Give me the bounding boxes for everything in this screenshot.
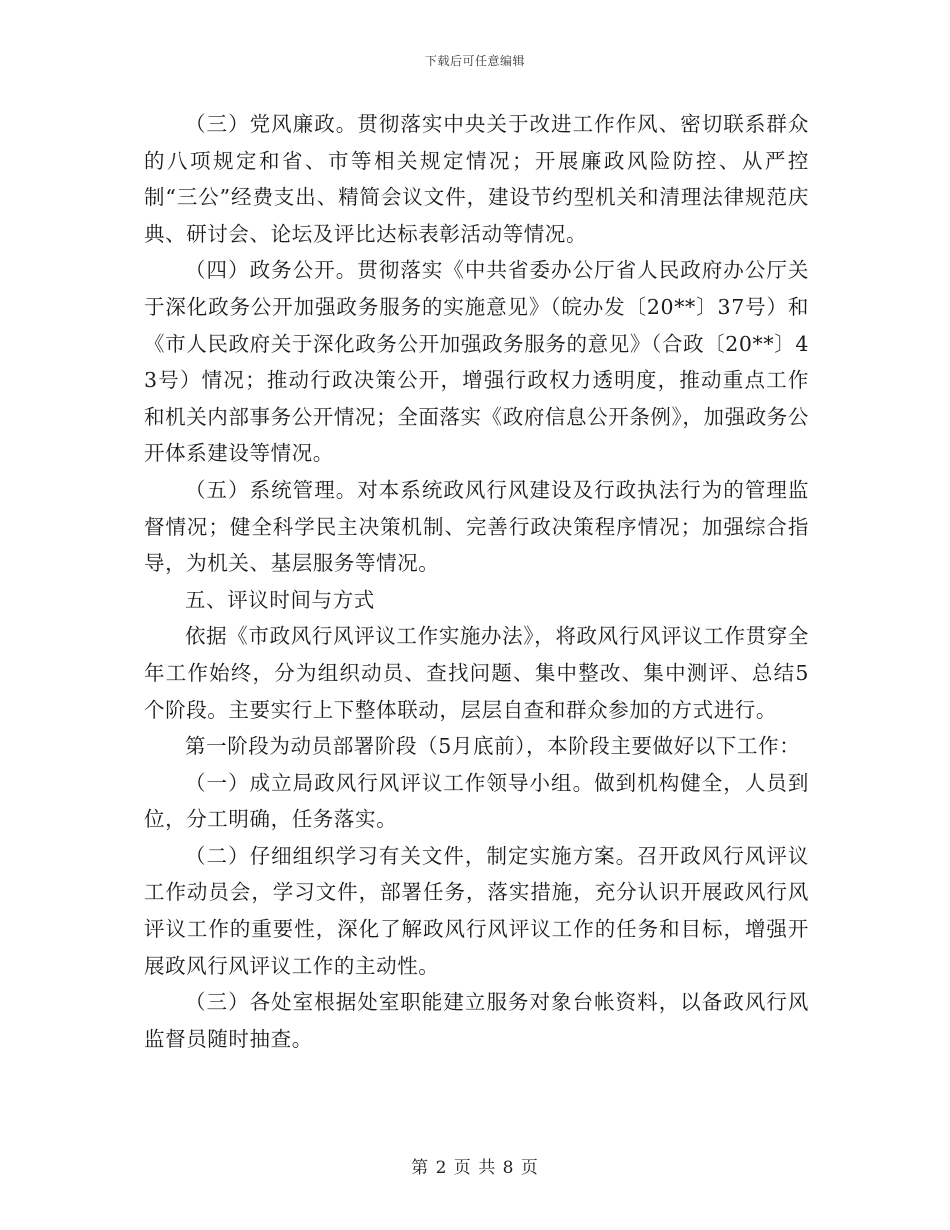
paragraph: （五）系统管理。对本系统政风行风建设及行政执法行为的管理监督情况；健全科学民主决策机制、完善行政决策程序情况；加强综合指导，为机关、基层服务等情况。: [144, 477, 809, 576]
page-footer: 第 2 页 共 8 页: [411, 1158, 539, 1178]
paragraph: （二）仔细组织学习有关文件，制定实施方案。召开政风行风评议工作动员会，学习文件，部署任务，落实措施，充分认识开展政风行风评议工作的重要性，深化了解政风行风评议工作的任务和目标，增强开展政风行风评议工作的主动性。: [144, 843, 809, 978]
paragraph: 第一阶段为动员部署阶段（5月底前），本阶段主要做好以下工作：: [185, 734, 801, 759]
paragraph: （三）各处室根据处室职能建立服务对象台帐资料，以备政风行风监督员随时抽查。: [144, 990, 809, 1051]
paragraph: 依据《市政风行风评议工作实施办法》，将政风行风评议工作贯穿全年工作始终，分为组织动员、查找问题、集中整改、集中测评、总结5个阶段。主要实行上下整体联动，层层自查和群众参加的方式进行。: [144, 624, 809, 722]
header-note: 下载后可任意编辑: [424, 54, 525, 68]
paragraph: （四）政务公开。贯彻落实《中共省委办公厅省人民政府办公厅关于深化政务公开加强政务服务的实施意见》（皖办发〔20**〕37号）和《市人民政府关于深化政务公开加强政务服务的意见》（合政〔20**〕43号）情况；推动行政决策公开，增强行政权力透明度，推动重点工作和机关内部事务公开情况；全面落实《政府信息公开条例》，加强政务公开体系建设等情况。: [144, 258, 809, 466]
paragraph: （一）成立局政风行风评议工作领导小组。做到机构健全，人员到位，分工明确，任务落实。: [144, 770, 809, 832]
document-body: [144, 106, 809, 1057]
section-heading: 五、评议时间与方式: [185, 587, 375, 612]
paragraph: （三）党风廉政。贯彻落实中央关于改进工作作风、密切联系群众的八项规定和省、市等相关规定情况；开展廉政风险防控、从严控制“三公”经费支出、精简会议文件，建设节约型机关和清理法律规范庆典、研讨会、论坛及评比达标表彰活动等情况。: [144, 112, 809, 246]
